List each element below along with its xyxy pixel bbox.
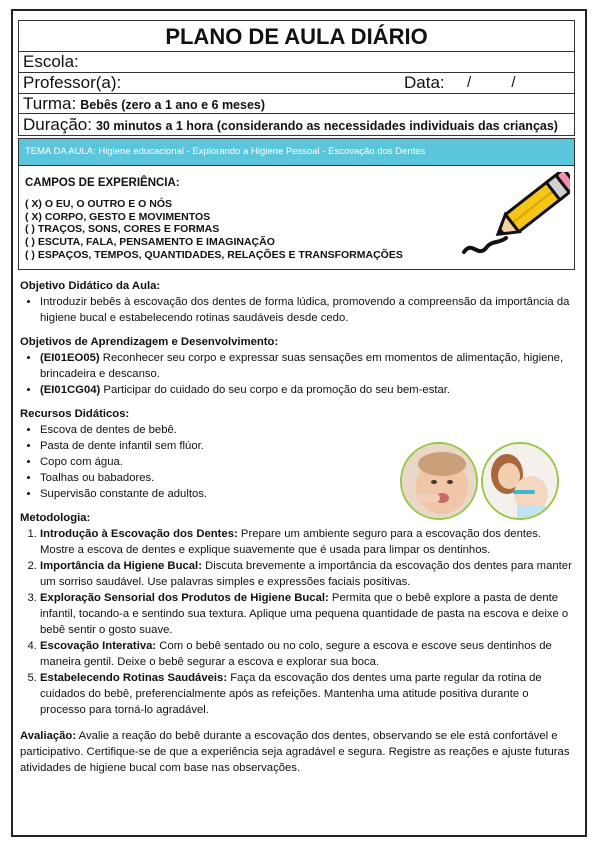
metodologia-item-title: Importância da Higiene Bucal: (40, 560, 202, 572)
campo-item: ( X) CORPO, GESTO E MOVIMENTOS (25, 210, 211, 223)
aprendizagem-code: (EI01EO05) (40, 352, 100, 364)
aprendizagem-title: Objetivos de Aprendizagem e Desenvolvimento: (20, 336, 279, 348)
aprendizagem-text: Participar do cuidado do seu corpo e da promoção do seu bem-estar. (100, 384, 451, 396)
recurso-item: • Escova de dentes de bebê. (40, 422, 575, 438)
metodologia-item-title: Estabelecendo Rotinas Saudáveis: (40, 672, 228, 684)
aprendizagem-item (40, 382, 575, 398)
metodologia-item (40, 558, 575, 590)
campos-list (25, 198, 403, 262)
recurso-item: • Copo com água. (40, 454, 575, 470)
recurso-item: • Pasta de dente infantil sem flúor. (40, 438, 575, 454)
metodologia-title: Metodologia: (20, 512, 91, 524)
metodologia-item-text: Permita que o bebê explore a pasta de dente infantil, tocando-a e sentindo sua textura. Aplique uma pequena quantidade de pasta na escova e deixe o bebê sentir o gosto suave. (40, 592, 569, 636)
metodologia-item-text: Faça da escovação dos dentes uma parte regular da rotina de cuidados do bebê, preferencialmente após as refeições. Mantenha uma atitude positiva durante o processo para torná-lo agradável. (40, 672, 542, 716)
metodologia-item-title: Exploração Sensorial dos Produtos de Higiene Bucal: (40, 592, 329, 604)
metodologia-item-text: Discuta brevemente a importância da escovação dos dentes para manter um sorriso saudável. Use palavras simples e expressões faciais positivas. (40, 560, 572, 588)
professor-row (18, 73, 575, 94)
aprendizagem-text: Reconhecer seu corpo e expressar suas sensações em momentos de alimentação, higiene, brincadeira e descanso. (40, 352, 564, 380)
metodologia-list (20, 526, 575, 718)
campo-item: ( ) ESPAÇOS, TEMPOS, QUANTIDADES, RELAÇÕES E TRANSFORMAÇÕES (25, 248, 403, 261)
campos-title: CAMPOS DE EXPERIÊNCIA: (25, 177, 180, 189)
aprendizagem-item (40, 350, 575, 382)
campo-item: ( ) TRAÇOS, SONS, CORES E FORMAS (25, 223, 220, 236)
baby-finger-toothbrush-photo (400, 442, 478, 520)
page-title: PLANO DE AULA DIÁRIO (18, 20, 575, 52)
metodologia-item-text: Prepare um ambiente seguro para a escovação dos dentes. Mostre a escova de dentes e explique suavemente que é usada para limpar os dentinhos. (40, 528, 542, 556)
campo-item: ( X) O EU, O OUTRO E O NÓS (25, 198, 173, 210)
data-value: / / (467, 74, 534, 91)
campo-item: ( ) ESCUTA, FALA, PENSAMENTO E IMAGINAÇÃO (25, 236, 275, 249)
turma-label: Turma: (23, 94, 77, 113)
aprendizagem-code: (EI01CG04) (40, 384, 101, 396)
turma-row (18, 94, 575, 114)
recurso-item: • Toalhas ou babadores. (40, 470, 575, 486)
duracao-label: Duração: (23, 115, 92, 134)
objetivo-text: • Introduzir bebês à escovação dos dentes de forma lúdica, promovendo a compreensão da importância da higiene bucal e estabelecendo rotinas saudáveis desde cedo. (40, 294, 575, 326)
pencil-icon (460, 172, 570, 262)
recursos-title: Recursos Didáticos: (20, 408, 130, 420)
content (20, 278, 575, 776)
tema-bar: TEMA DA AULA: Higiene educacional - Explorando a Higiene Pessoal - Escovação dos Dentes (18, 138, 575, 166)
duracao-row (18, 114, 575, 136)
recurso-item: • Supervisão constante de adultos. (40, 486, 575, 502)
escola-label: Escola: (23, 52, 79, 71)
metodologia-item-title: Escovação Interativa: (40, 640, 157, 652)
avaliacao-text: Avalie a reação do bebê durante a escovação dos dentes, observando se ele está confortável e participativo. Certifique-se de que a experiência seja agradável e segura. Registre as reações e ajuste futuras atividades de higiene bucal com base nas observações. (20, 730, 570, 774)
avaliacao (20, 728, 575, 776)
objetivo-list (20, 294, 575, 326)
metodologia-item (40, 526, 575, 558)
metodologia-item-title: Introdução à Escovação dos Dentes: (40, 528, 238, 540)
turma-value: Bebês (zero a 1 ano e 6 meses) (80, 98, 266, 112)
avaliacao-title: Avaliação: (20, 730, 77, 742)
escola-row (18, 52, 575, 73)
metodologia-item (40, 638, 575, 670)
mother-baby-brushing-photo (481, 442, 559, 520)
metodologia-item (40, 590, 575, 638)
metodologia-item-text: Com o bebê sentado ou no colo, segure a escova e escove seus dentinhos de maneira gentil. Deixe o bebê segurar a escova e explorar sua boca. (40, 640, 552, 668)
aprendizagem-list (20, 350, 575, 398)
duracao-value: 30 minutos a 1 hora (considerando as necessidades individuais das crianças) (95, 119, 558, 133)
metodologia-item (40, 670, 575, 718)
data-label: Data: (404, 73, 445, 92)
objetivo-title: Objetivo Didático da Aula: (20, 280, 161, 292)
professor-label: Professor(a): (23, 73, 122, 92)
